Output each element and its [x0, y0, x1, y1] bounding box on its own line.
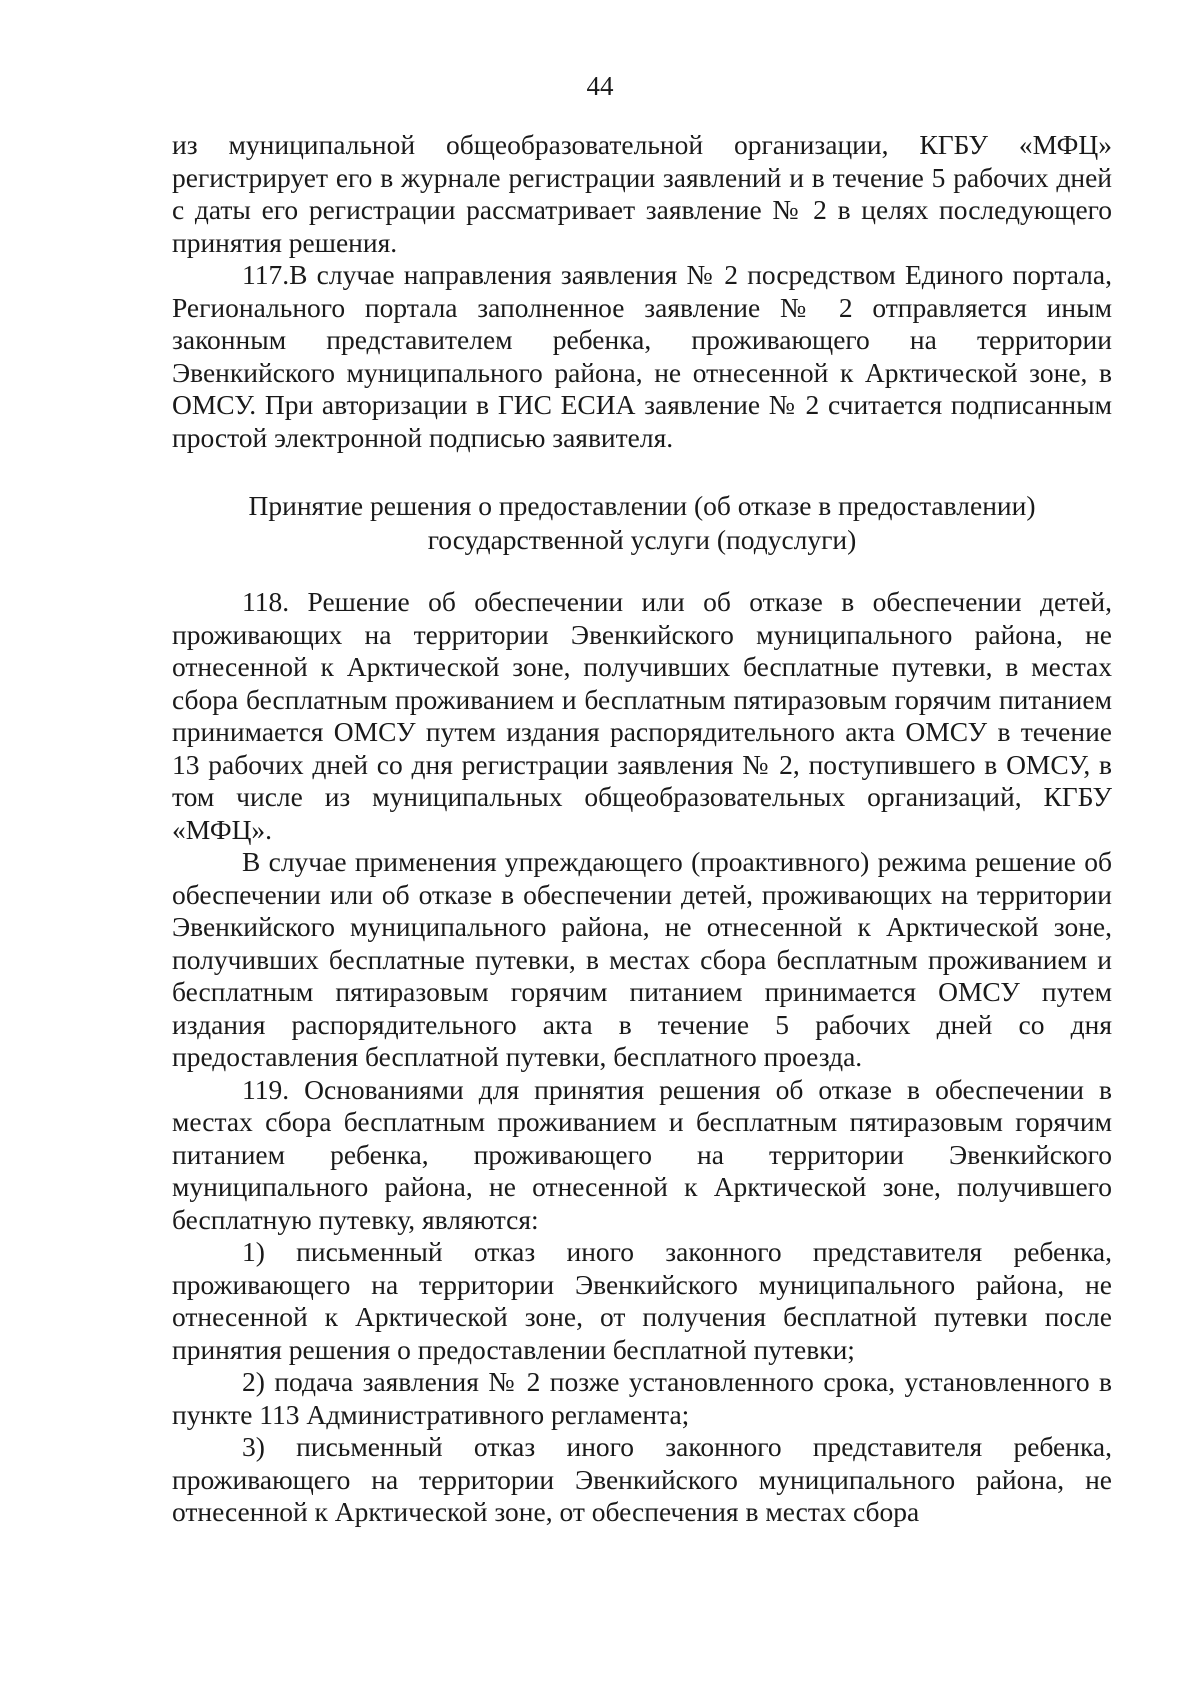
paragraph-proactive-mode: В случае применения упреждающего (проактивного) режима решение об обеспечении или об отказе в обеспечении детей, проживающих на территории Эвенкийского муниципального района, не отнесенной к Арктической зоне, получивших бесплатные путевки, в местах сбора бесплатным проживанием и бесплатным пятиразовым горячим питанием принимается ОМСУ путем издания распорядительного акта в течение 5 рабочих дней со дня предоставления бесплатной путевки, бесплатного проезда.	[172, 846, 1112, 1072]
section-heading	[172, 489, 1112, 557]
paragraph-117: 117.В случае направления заявления № 2 посредством Единого портала, Регионального портала заполненное заявление № 2 отправляется иным законным представителем ребенка, проживающего на территории Эвенкийского муниципального района, не отнесенной к Арктической зоне, в ОМСУ. При авторизации в ГИС ЕСИА заявление № 2 считается подписанным простой электронной подписью заявителя.	[172, 259, 1112, 453]
section-heading-line-1: Принятие решения о предоставлении (об отказе в предоставлении)	[248, 490, 1036, 521]
page-number: 44	[586, 71, 614, 101]
list-item-2: 2) подача заявления № 2 позже установленного срока, установленного в пункте 113 Административного регламента;	[172, 1366, 1112, 1430]
list-item-1: 1) письменный отказ иного законного представителя ребенка, проживающего на территории Эвенкийского муниципального района, не отнесенной к Арктической зоне, от получения бесплатной путевки после принятия решения о предоставлении бесплатной путевки;	[172, 1236, 1112, 1365]
paragraph-continuation: из муниципальной общеобразовательной организации, КГБУ «МФЦ» регистрирует его в журнале регистрации заявлений и в течение 5 рабочих дней с даты его регистрации рассматривает заявление № 2 в целях последующего принятия решения.	[172, 129, 1112, 258]
body-text	[172, 586, 1112, 1529]
paragraph-118: 118. Решение об обеспечении или об отказе в обеспечении детей, проживающих на территории Эвенкийского муниципального района, не отнесенной к Арктической зоне, получивших бесплатные путевки, в местах сбора бесплатным проживанием и бесплатным пятиразовым горячим питанием принимается ОМСУ путем издания распорядительного акта ОМСУ в течение 13 рабочих дней со дня регистрации заявления № 2, поступившего в ОМСУ, в том числе из муниципальных общеобразовательных организаций, КГБУ «МФЦ».	[172, 586, 1112, 845]
intro-text	[172, 129, 1112, 454]
list-item-3: 3) письменный отказ иного законного представителя ребенка, проживающего на территории Эвенкийского муниципального района, не отнесенной к Арктической зоне, от обеспечения в местах сбора	[172, 1431, 1112, 1527]
section-heading-line-2: государственной услуги (подуслуги)	[427, 524, 857, 555]
paragraph-119: 119. Основаниями для принятия решения об отказе в обеспечении в местах сбора бесплатным проживанием и бесплатным пятиразовым горячим питанием ребенка, проживающего на территории Эвенкийского муниципального района, не отнесенной к Арктической зоне, получившего бесплатную путевку, являются:	[172, 1073, 1112, 1235]
